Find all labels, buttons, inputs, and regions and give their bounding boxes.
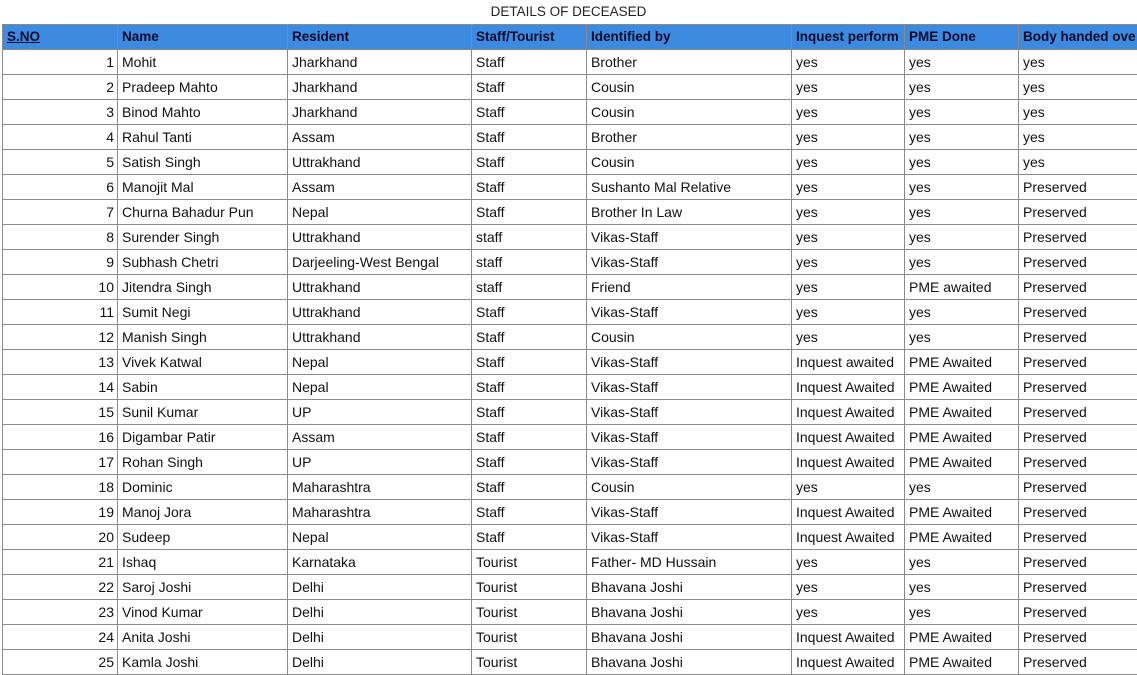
cell-staff-tourist: staff	[472, 225, 587, 250]
cell-inquest: yes	[792, 250, 905, 275]
cell-resident: Assam	[288, 425, 472, 450]
cell-inquest: Inquest Awaited	[792, 500, 905, 525]
cell-identified-by: Cousin	[587, 150, 792, 175]
cell-name: Mohit	[118, 50, 288, 75]
cell-resident: UP	[288, 450, 472, 475]
cell-identified-by: Bhavana Joshi	[587, 650, 792, 675]
cell-body-handed: Preserved	[1019, 225, 1137, 250]
col-header-sno: S.NO	[3, 25, 118, 50]
cell-pme: yes	[905, 125, 1019, 150]
cell-sno: 9	[3, 250, 118, 275]
cell-sno: 23	[3, 600, 118, 625]
cell-body-handed: Preserved	[1019, 200, 1137, 225]
cell-body-handed: Preserved	[1019, 575, 1137, 600]
table-row	[3, 625, 1137, 650]
cell-pme: yes	[905, 50, 1019, 75]
cell-body-handed: yes	[1019, 75, 1137, 100]
cell-body-handed: Preserved	[1019, 625, 1137, 650]
cell-sno: 15	[3, 400, 118, 425]
cell-resident: Delhi	[288, 575, 472, 600]
cell-resident: Jharkhand	[288, 75, 472, 100]
cell-sno: 17	[3, 450, 118, 475]
cell-inquest: Inquest awaited	[792, 350, 905, 375]
cell-staff-tourist: Tourist	[472, 575, 587, 600]
cell-resident: Nepal	[288, 525, 472, 550]
table-row	[3, 525, 1137, 550]
cell-identified-by: Vikas-Staff	[587, 350, 792, 375]
cell-inquest: Inquest Awaited	[792, 450, 905, 475]
cell-sno: 8	[3, 225, 118, 250]
cell-resident: Jharkhand	[288, 100, 472, 125]
cell-inquest: Inquest Awaited	[792, 650, 905, 675]
cell-name: Sabin	[118, 375, 288, 400]
cell-inquest: yes	[792, 175, 905, 200]
cell-pme: PME Awaited	[905, 450, 1019, 475]
cell-pme: yes	[905, 200, 1019, 225]
cell-body-handed: Preserved	[1019, 250, 1137, 275]
cell-identified-by: Sushanto Mal Relative	[587, 175, 792, 200]
cell-sno: 7	[3, 200, 118, 225]
cell-identified-by: Bhavana Joshi	[587, 600, 792, 625]
cell-inquest: yes	[792, 325, 905, 350]
cell-name: Saroj Joshi	[118, 575, 288, 600]
cell-resident: Maharashtra	[288, 475, 472, 500]
cell-pme: yes	[905, 150, 1019, 175]
cell-pme: yes	[905, 325, 1019, 350]
cell-sno: 20	[3, 525, 118, 550]
cell-body-handed: Preserved	[1019, 475, 1137, 500]
cell-identified-by: Bhavana Joshi	[587, 575, 792, 600]
cell-resident: Delhi	[288, 600, 472, 625]
cell-staff-tourist: Staff	[472, 175, 587, 200]
cell-identified-by: Bhavana Joshi	[587, 625, 792, 650]
cell-name: Sudeep	[118, 525, 288, 550]
cell-inquest: yes	[792, 150, 905, 175]
cell-body-handed: Preserved	[1019, 375, 1137, 400]
col-header-name: Name	[118, 25, 288, 50]
cell-staff-tourist: Staff	[472, 200, 587, 225]
cell-inquest: yes	[792, 200, 905, 225]
table-row	[3, 575, 1137, 600]
cell-name: Manojit Mal	[118, 175, 288, 200]
cell-name: Manish Singh	[118, 325, 288, 350]
cell-sno: 10	[3, 275, 118, 300]
cell-sno: 2	[3, 75, 118, 100]
cell-staff-tourist: staff	[472, 275, 587, 300]
cell-inquest: Inquest Awaited	[792, 625, 905, 650]
cell-inquest: yes	[792, 125, 905, 150]
cell-pme: yes	[905, 550, 1019, 575]
cell-staff-tourist: Staff	[472, 525, 587, 550]
cell-sno: 18	[3, 475, 118, 500]
cell-pme: PME Awaited	[905, 375, 1019, 400]
cell-identified-by: Vikas-Staff	[587, 400, 792, 425]
cell-inquest: yes	[792, 75, 905, 100]
cell-staff-tourist: Tourist	[472, 550, 587, 575]
cell-resident: Nepal	[288, 200, 472, 225]
deceased-table	[2, 24, 1137, 675]
cell-identified-by: Cousin	[587, 475, 792, 500]
cell-name: Subhash Chetri	[118, 250, 288, 275]
cell-staff-tourist: Staff	[472, 50, 587, 75]
cell-sno: 4	[3, 125, 118, 150]
cell-body-handed: Preserved	[1019, 425, 1137, 450]
header-row	[3, 25, 1137, 50]
cell-body-handed: Preserved	[1019, 550, 1137, 575]
cell-resident: Uttrakhand	[288, 150, 472, 175]
table-row	[3, 100, 1137, 125]
cell-body-handed: yes	[1019, 100, 1137, 125]
cell-staff-tourist: Staff	[472, 450, 587, 475]
table-row	[3, 175, 1137, 200]
cell-inquest: yes	[792, 550, 905, 575]
table-row	[3, 275, 1137, 300]
cell-sno: 22	[3, 575, 118, 600]
cell-sno: 14	[3, 375, 118, 400]
table-row	[3, 600, 1137, 625]
cell-pme: PME Awaited	[905, 400, 1019, 425]
table-row	[3, 450, 1137, 475]
cell-pme: yes	[905, 475, 1019, 500]
cell-resident: Uttrakhand	[288, 325, 472, 350]
cell-name: Digambar Patir	[118, 425, 288, 450]
cell-name: Kamla Joshi	[118, 650, 288, 675]
cell-name: Pradeep Mahto	[118, 75, 288, 100]
cell-name: Sumit Negi	[118, 300, 288, 325]
table-row	[3, 75, 1137, 100]
cell-body-handed: Preserved	[1019, 325, 1137, 350]
cell-resident: Karnataka	[288, 550, 472, 575]
cell-sno: 13	[3, 350, 118, 375]
cell-resident: Uttrakhand	[288, 300, 472, 325]
cell-body-handed: Preserved	[1019, 525, 1137, 550]
cell-name: Satish Singh	[118, 150, 288, 175]
cell-sno: 19	[3, 500, 118, 525]
cell-resident: Darjeeling-West Bengal	[288, 250, 472, 275]
cell-staff-tourist: Staff	[472, 300, 587, 325]
cell-sno: 25	[3, 650, 118, 675]
table-row	[3, 475, 1137, 500]
cell-identified-by: Vikas-Staff	[587, 225, 792, 250]
cell-name: Vinod Kumar	[118, 600, 288, 625]
cell-resident: Nepal	[288, 375, 472, 400]
cell-identified-by: Vikas-Staff	[587, 250, 792, 275]
cell-name: Anita Joshi	[118, 625, 288, 650]
cell-pme: yes	[905, 225, 1019, 250]
cell-staff-tourist: Staff	[472, 500, 587, 525]
table-row	[3, 225, 1137, 250]
cell-staff-tourist: Staff	[472, 400, 587, 425]
cell-resident: Uttrakhand	[288, 225, 472, 250]
cell-body-handed: Preserved	[1019, 400, 1137, 425]
cell-name: Binod Mahto	[118, 100, 288, 125]
cell-body-handed: Preserved	[1019, 350, 1137, 375]
cell-sno: 6	[3, 175, 118, 200]
col-header-identified-by: Identified by	[587, 25, 792, 50]
cell-resident: Uttrakhand	[288, 275, 472, 300]
cell-pme: yes	[905, 100, 1019, 125]
col-header-resident: Resident	[288, 25, 472, 50]
cell-pme: PME Awaited	[905, 350, 1019, 375]
cell-inquest: yes	[792, 575, 905, 600]
cell-pme: yes	[905, 300, 1019, 325]
cell-pme: PME Awaited	[905, 625, 1019, 650]
cell-resident: Maharashtra	[288, 500, 472, 525]
cell-identified-by: Cousin	[587, 100, 792, 125]
cell-pme: yes	[905, 75, 1019, 100]
cell-identified-by: Vikas-Staff	[587, 450, 792, 475]
cell-staff-tourist: Staff	[472, 125, 587, 150]
cell-pme: PME Awaited	[905, 500, 1019, 525]
cell-body-handed: Preserved	[1019, 600, 1137, 625]
table-row	[3, 150, 1137, 175]
table-row	[3, 350, 1137, 375]
col-header-staff-tourist: Staff/Tourist	[472, 25, 587, 50]
cell-resident: Nepal	[288, 350, 472, 375]
cell-resident: Jharkhand	[288, 50, 472, 75]
cell-inquest: Inquest Awaited	[792, 425, 905, 450]
table-title: DETAILS OF DECEASED	[0, 0, 1137, 22]
cell-sno: 12	[3, 325, 118, 350]
cell-staff-tourist: Staff	[472, 350, 587, 375]
cell-staff-tourist: Staff	[472, 325, 587, 350]
cell-pme: yes	[905, 250, 1019, 275]
cell-pme: PME Awaited	[905, 425, 1019, 450]
cell-staff-tourist: Tourist	[472, 600, 587, 625]
table-row	[3, 650, 1137, 675]
col-header-pme: PME Done	[905, 25, 1019, 50]
cell-staff-tourist: Staff	[472, 75, 587, 100]
cell-staff-tourist: staff	[472, 250, 587, 275]
table-row	[3, 375, 1137, 400]
cell-resident: Delhi	[288, 650, 472, 675]
cell-resident: UP	[288, 400, 472, 425]
cell-name: Dominic	[118, 475, 288, 500]
cell-name: Vivek Katwal	[118, 350, 288, 375]
cell-sno: 3	[3, 100, 118, 125]
cell-pme: yes	[905, 575, 1019, 600]
cell-inquest: yes	[792, 50, 905, 75]
cell-inquest: Inquest Awaited	[792, 375, 905, 400]
table-row	[3, 550, 1137, 575]
table-row	[3, 250, 1137, 275]
cell-identified-by: Brother	[587, 125, 792, 150]
cell-name: Ishaq	[118, 550, 288, 575]
table-row	[3, 50, 1137, 75]
cell-name: Rahul Tanti	[118, 125, 288, 150]
cell-identified-by: Vikas-Staff	[587, 375, 792, 400]
table-row	[3, 300, 1137, 325]
cell-inquest: yes	[792, 600, 905, 625]
cell-pme: PME Awaited	[905, 650, 1019, 675]
cell-body-handed: yes	[1019, 150, 1137, 175]
table-row	[3, 500, 1137, 525]
cell-inquest: yes	[792, 100, 905, 125]
cell-body-handed: Preserved	[1019, 450, 1137, 475]
cell-body-handed: Preserved	[1019, 275, 1137, 300]
cell-resident: Assam	[288, 125, 472, 150]
cell-staff-tourist: Staff	[472, 150, 587, 175]
cell-body-handed: yes	[1019, 125, 1137, 150]
cell-sno: 24	[3, 625, 118, 650]
cell-inquest: Inquest Awaited	[792, 525, 905, 550]
cell-staff-tourist: Staff	[472, 100, 587, 125]
cell-staff-tourist: Tourist	[472, 625, 587, 650]
cell-identified-by: Vikas-Staff	[587, 300, 792, 325]
cell-resident: Delhi	[288, 625, 472, 650]
cell-body-handed: Preserved	[1019, 300, 1137, 325]
cell-staff-tourist: Staff	[472, 425, 587, 450]
table-row	[3, 425, 1137, 450]
cell-identified-by: Friend	[587, 275, 792, 300]
cell-sno: 21	[3, 550, 118, 575]
table-row	[3, 200, 1137, 225]
cell-identified-by: Vikas-Staff	[587, 500, 792, 525]
cell-pme: yes	[905, 175, 1019, 200]
cell-resident: Assam	[288, 175, 472, 200]
cell-inquest: yes	[792, 225, 905, 250]
cell-name: Churna Bahadur Pun	[118, 200, 288, 225]
cell-inquest: yes	[792, 300, 905, 325]
cell-identified-by: Brother In Law	[587, 200, 792, 225]
cell-staff-tourist: Staff	[472, 475, 587, 500]
cell-identified-by: Brother	[587, 50, 792, 75]
col-header-inquest: Inquest perform	[792, 25, 905, 50]
cell-name: Surender Singh	[118, 225, 288, 250]
cell-inquest: yes	[792, 475, 905, 500]
cell-name: Jitendra Singh	[118, 275, 288, 300]
table-row	[3, 400, 1137, 425]
cell-name: Manoj Jora	[118, 500, 288, 525]
cell-name: Sunil Kumar	[118, 400, 288, 425]
cell-name: Rohan Singh	[118, 450, 288, 475]
cell-body-handed: yes	[1019, 50, 1137, 75]
cell-sno: 16	[3, 425, 118, 450]
cell-identified-by: Cousin	[587, 325, 792, 350]
cell-body-handed: Preserved	[1019, 175, 1137, 200]
cell-identified-by: Cousin	[587, 75, 792, 100]
cell-inquest: Inquest Awaited	[792, 400, 905, 425]
cell-pme: PME awaited	[905, 275, 1019, 300]
cell-pme: PME Awaited	[905, 525, 1019, 550]
table-row	[3, 325, 1137, 350]
cell-sno: 5	[3, 150, 118, 175]
cell-body-handed: Preserved	[1019, 650, 1137, 675]
cell-identified-by: Father- MD Hussain	[587, 550, 792, 575]
cell-staff-tourist: Staff	[472, 375, 587, 400]
cell-identified-by: Vikas-Staff	[587, 425, 792, 450]
table-row	[3, 125, 1137, 150]
cell-identified-by: Vikas-Staff	[587, 525, 792, 550]
cell-inquest: yes	[792, 275, 905, 300]
col-header-body-handed: Body handed ove	[1019, 25, 1137, 50]
cell-body-handed: Preserved	[1019, 500, 1137, 525]
cell-sno: 11	[3, 300, 118, 325]
cell-pme: yes	[905, 600, 1019, 625]
cell-staff-tourist: Tourist	[472, 650, 587, 675]
cell-sno: 1	[3, 50, 118, 75]
